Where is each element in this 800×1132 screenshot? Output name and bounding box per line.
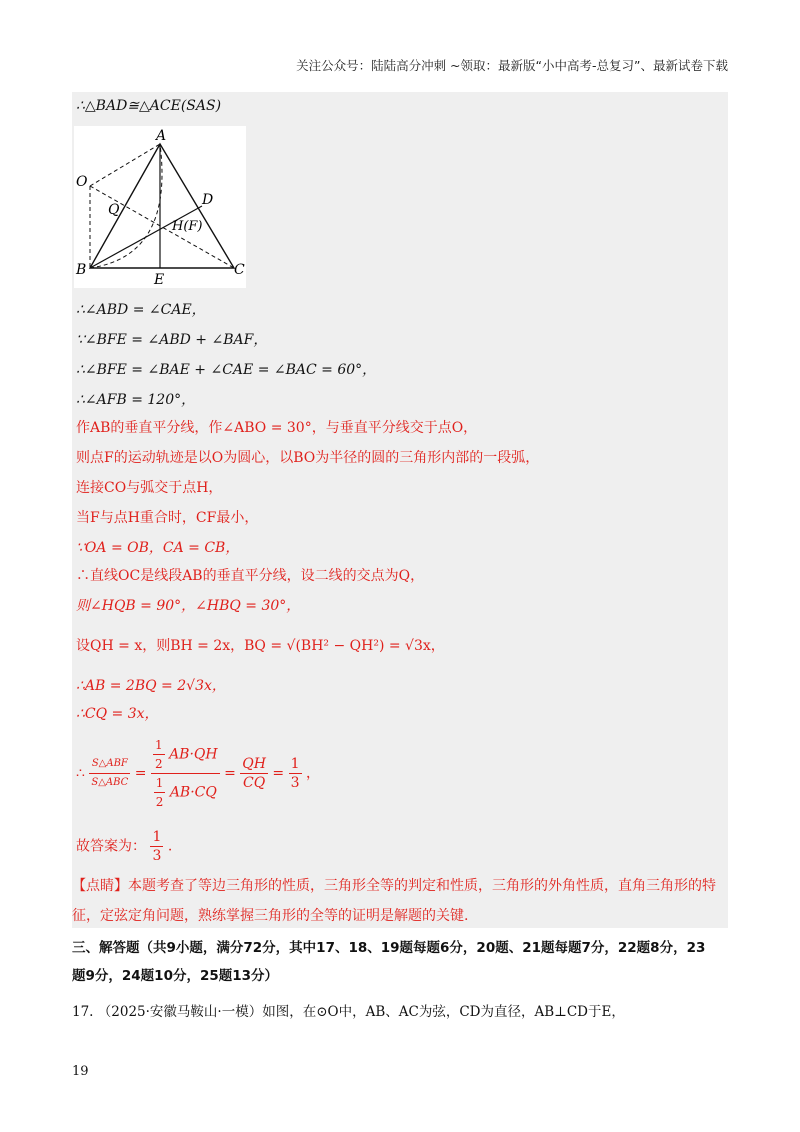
step-12: 设QH = x，则BH = 2x，BQ = √(BH² − QH²) = √3x， xyxy=(76,638,445,654)
step-6: 则点F的运动轨迹是以O为圆心，以BO为半径的圆的三角形内部的一段弧， xyxy=(76,450,540,466)
step-10: ∴直线OC是线段AB的垂直平分线，设二线的交点为Q， xyxy=(76,568,425,584)
area-ratio: ∴ $\frac{\text{S△ABF}}{\text{S△ABC}}$ = $\frac{1}{2}$ AB·QH $\frac{1}{2}$ AB·CQ = $\frac{QH}{CQ}$ = $\frac{1}{3}$ ， xyxy=(76,738,320,809)
one-third-fraction: $\frac{1}{3}$ xyxy=(290,756,300,791)
label-D: D xyxy=(202,192,214,208)
step-8: 当F与点H重合时，CF最小， xyxy=(76,510,259,526)
step-3: ∴∠BFE = ∠BAE + ∠CAE = ∠BAC = 60°， xyxy=(76,362,377,378)
step-7: 连接CO与弧交于点H， xyxy=(76,480,223,496)
label-E: E xyxy=(154,272,165,288)
comment-line-2: 征，定弦定角问题，熟练掌握三角形的全等的证明是解题的关键. xyxy=(72,908,469,924)
label-Q: Q xyxy=(108,202,120,218)
answer-fraction: $\frac{1}{3}$ xyxy=(152,829,162,864)
label-C: C xyxy=(234,262,245,278)
page-header: 关注公众号：陆陆高分冲刺 ~领取：最新版“小中高考-总复习”、最新试卷下载 xyxy=(296,58,728,73)
question-17: 17. （2025·安徽马鞍山·一模）如图，在⊙O中，AB、AC为弦，CD为直径，AB⊥CD于E， xyxy=(72,1004,625,1020)
label-A: A xyxy=(156,128,167,144)
step-9: ∵OA = OB，CA = CB， xyxy=(76,540,240,556)
page-number: 19 xyxy=(72,1064,89,1079)
geometry-figure xyxy=(74,126,246,288)
congruence-statement: ∴△BAD≅△ACE(SAS) xyxy=(76,98,222,114)
qh-cq-fraction: $\frac{QH}{CQ}$ xyxy=(242,756,266,791)
step-4: ∴∠AFB = 120°， xyxy=(76,392,196,408)
step-1: ∴∠ABD = ∠CAE， xyxy=(76,302,206,318)
triangle-diagram xyxy=(74,126,246,288)
label-H: H(F) xyxy=(172,219,203,234)
section-heading: 三、解答题（共9小题，满分72分，其中17、18、19题每题6分，20题、21题每题7分，22题8分，23 题9分，24题10分，25题13分） xyxy=(72,940,706,984)
final-answer: 故答案为： $\frac{1}{3}$ . xyxy=(76,829,173,864)
step-2: ∵∠BFE = ∠ABD + ∠BAF， xyxy=(76,332,268,348)
label-B: B xyxy=(76,262,87,278)
step-5: 作AB的垂直平分线，作∠ABO = 30°，与垂直平分线交于点O， xyxy=(76,420,478,436)
expression-fraction: $\frac{1}{2}$ AB·QH $\frac{1}{2}$ AB·CQ xyxy=(151,736,220,811)
step-11: 则∠HQB = 90°，∠HBQ = 30°， xyxy=(76,598,301,614)
comment-line-1: 【点睛】本题考查了等边三角形的性质，三角形全等的判定和性质，三角形的外角性质，直角三角形的特 xyxy=(72,878,716,894)
ratio-prefix: ∴ xyxy=(76,765,85,782)
label-O: O xyxy=(76,174,88,190)
step-14: ∴CQ = 3x， xyxy=(76,706,159,722)
step-13: ∴AB = 2BQ = 2√3x， xyxy=(76,678,226,694)
area-fraction: $\frac{\text{S△ABF}}{\text{S△ABC}}$ xyxy=(89,755,130,792)
